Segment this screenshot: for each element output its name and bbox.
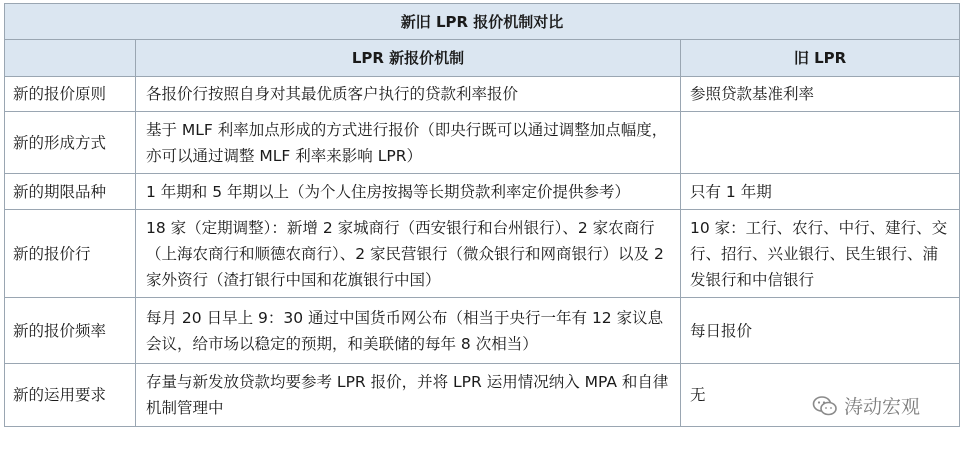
row-label: 新的形成方式	[5, 112, 136, 174]
row-label: 新的期限品种	[5, 174, 136, 210]
wechat-icon	[812, 395, 838, 417]
row-label: 新的运用要求	[5, 364, 136, 427]
watermark	[812, 392, 920, 419]
header-new-lpr: LPR 新报价机制	[136, 40, 681, 77]
row-label: 新的报价频率	[5, 298, 136, 364]
row-new-value: 存量与新发放贷款均要参考 LPR 报价，并将 LPR 运用情况纳入 MPA 和自律机制管理中	[136, 364, 681, 427]
row-old-value: 每日报价	[681, 298, 960, 364]
table-title: 新旧 LPR 报价机制对比	[5, 4, 960, 40]
row-old-value: 10 家：工行、农行、中行、建行、交行、招行、兴业银行、民生银行、浦发银行和中信银行	[681, 210, 960, 298]
table-row	[5, 298, 960, 364]
table-row	[5, 77, 960, 112]
header-old-lpr: 旧 LPR	[681, 40, 960, 77]
table-row	[5, 112, 960, 174]
row-label: 新的报价原则	[5, 77, 136, 112]
row-label: 新的报价行	[5, 210, 136, 298]
table-title-row	[5, 4, 960, 40]
row-new-value: 基于 MLF 利率加点形成的方式进行报价（即央行既可以通过调整加点幅度，亦可以通过调整 MLF 利率来影响 LPR）	[136, 112, 681, 174]
table-row	[5, 174, 960, 210]
lpr-comparison-table	[4, 3, 960, 427]
row-old-value: 无	[681, 364, 960, 427]
header-empty	[5, 40, 136, 77]
table-header-row	[5, 40, 960, 77]
row-new-value: 18 家（定期调整）：新增 2 家城商行（西安银行和台州银行）、2 家农商行（上海农商行和顺德农商行）、2 家民营银行（微众银行和网商银行）以及 2 家外资行（渣打银行中国和花旗银行中国）	[136, 210, 681, 298]
row-old-value: 参照贷款基准利率	[681, 77, 960, 112]
row-new-value: 每月 20 日早上 9：30 通过中国货币网公布（相当于央行一年有 12 家议息会议，给市场以稳定的预期，和美联储的每年 8 次相当）	[136, 298, 681, 364]
row-new-value: 1 年期和 5 年期以上（为个人住房按揭等长期贷款利率定价提供参考）	[136, 174, 681, 210]
row-new-value: 各报价行按照自身对其最优质客户执行的贷款利率报价	[136, 77, 681, 112]
row-old-value	[681, 112, 960, 174]
row-old-value: 只有 1 年期	[681, 174, 960, 210]
table-row	[5, 210, 960, 298]
watermark-text: 涛动宏观	[844, 396, 921, 418]
